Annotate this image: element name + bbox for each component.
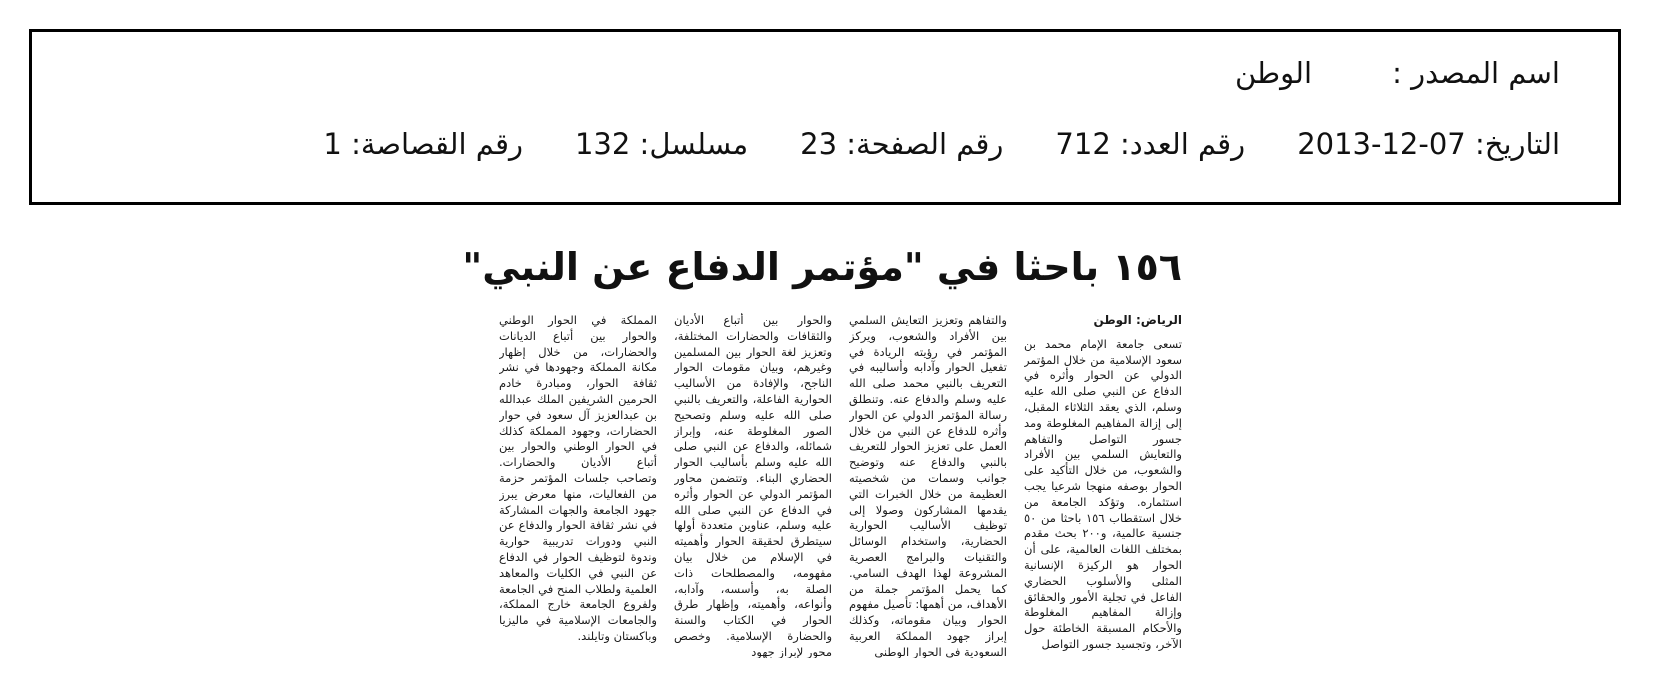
details-row [271, 127, 1560, 161]
source-row [1235, 56, 1560, 90]
clip-value: 1 [323, 127, 342, 161]
date-label: التاريخ: [1474, 127, 1560, 161]
article-column-4-text: المملكة في الحوار الوطني والحوار بين أتباع الديانات والحضارات، من خلال إظهار مكانة المملكة وجهودها في نشر ثقافة الحوار، ومبادرة خادم الحرمين الشريفين الملك عبدالله بن عبدالعزيز آل سعود في حوار الحضارات، وجهود المملكة كذلك في الحوار الوطني والحوار بين أتباع الأديان والحضارات. وتصاحب جلسات المؤتمر حزمة من الفعاليات، منها معرض يبرز جهود الجامعة والجهات المشاركة في نشر ثقافة الحوار والدفاع عن النبي ودورات تدريبية حوارية وندوة لتوظيف الحوار في الدفاع عن النبي في الكليات والمعاهد العلمية ولطلاب المنح في الجامعة ولفروع الجامعة خارج المملكة، والجامعات الإسلامية في ماليزيا وباكستان وتايلند. [499, 313, 657, 643]
article-column-3 [674, 313, 832, 658]
source-value: الوطن [1234, 56, 1312, 90]
page-label: رقم الصفحة: [846, 127, 1004, 161]
source-label: اسم المصدر : [1392, 56, 1560, 90]
page-value: 23 [800, 127, 838, 161]
newspaper-clipping [462, 245, 1182, 665]
serial-value: 132 [574, 127, 631, 161]
article-column-4 [499, 313, 657, 658]
issue-value: 712 [1055, 127, 1111, 161]
article-column-2-text: والتفاهم وتعزيز التعايش السلمي بين الأفراد والشعوب، ويركز المؤتمر في رؤيته الريادة في تفعيل الحوار وآدابه وأساليبه في التعريف بالنبي محمد صلى الله عليه وسلم والدفاع عنه. وتنطلق رسالة المؤتمر الدولي عن الحوار وأثره للدفاع عن النبي من خلال العمل على تعزيز الحوار للتعريف بالنبي والدفاع عنه وتوضيح جوانب وسمات من شخصيته العظيمة من خلال الخبرات التي يقدمها المشاركون وصولا إلى توظيف الأساليب الحوارية الحضارية، واستخدام الوسائل والتقنيات والبرامج العصرية المشروعة لهذا الهدف السامي. كما يحمل المؤتمر جملة من الأهداف، من أهمها: تأصيل مفهوم الحوار وبيان مقوماته، وكذلك إبراز جهود المملكة العربية السعودية في الحوار الوطني [849, 313, 1007, 658]
article-byline: الرياض: الوطن [1093, 313, 1182, 327]
serial-label: مسلسل: [639, 127, 749, 161]
page-field [800, 127, 1003, 161]
date-value: 2013-12-07 [1297, 127, 1466, 161]
article-column-2 [849, 313, 1007, 658]
date-field [1297, 127, 1560, 161]
article-column-3-text: والحوار بين أتباع الأديان والثقافات والحضارات المختلفة، وتعزيز لغة الحوار بين المسلمين وغيرهم، وبيان مقومات الحوار الناجح، والإفادة من الأساليب الحوارية الفاعلة، والتعريف بالنبي صلى الله عليه وسلم وتصحيح الصور المغلوطة عنه، وإبراز شمائله، والدفاع عن النبي صلى الله عليه وسلم بأساليب الحوار الحضاري البناء. وتتضمن محاور المؤتمر الدولي عن الحوار وأثره في الدفاع عن النبي صلى الله عليه وسلم، عناوين متعددة أولها سيتطرق لحقيقة الحوار وأهميته في الإسلام من خلال بيان مفهومه، والمصطلحات ذات الصلة به، وأسسه، وآدابه، وأنواعه، وأهميته، وإظهار طرق الحوار في الكتاب والسنة والحضارة الإسلامية. وخصص محور لإبراز جهود [674, 313, 832, 658]
article-columns [470, 313, 1182, 663]
issue-label: رقم العدد: [1120, 127, 1246, 161]
metadata-box [29, 29, 1621, 205]
serial-field [575, 127, 748, 161]
clip-field [323, 127, 523, 161]
clip-label: رقم القصاصة: [351, 127, 523, 161]
article-headline: ١٥٦ باحثا في "مؤتمر الدفاع عن النبي" [462, 245, 1182, 289]
article-column-1 [1024, 313, 1182, 658]
issue-field [1055, 127, 1245, 161]
article-column-1-text: تسعى جامعة الإمام محمد بن سعود الإسلامية من خلال المؤتمر الدولي عن الحوار وأثره في الدفاع عن النبي صلى الله عليه وسلم، الذي يعقد الثلاثاء المقبل، إلى إزالة المفاهيم المغلوطة ومد جسور التواصل والتفاهم والتعايش السلمي بين الأفراد والشعوب، من خلال التأكيد على الحوار بوصفه منهجا شرعيا يجب استثماره. وتؤكد الجامعة من خلال استقطاب ١٥٦ باحثا من ٥٠ جنسية عالمية، و٢٠٠ بحث مقدم بمختلف اللغات العالمية، على أن الحوار هو الركيزة الإنسانية المثلى والأسلوب الحضاري الفاعل في تجلية الأمور والحقائق وإزالة المفاهيم المغلوطة والأحكام المسبقة الخاطئة حول الآخر، وتجسيد جسور التواصل [1024, 336, 1182, 651]
